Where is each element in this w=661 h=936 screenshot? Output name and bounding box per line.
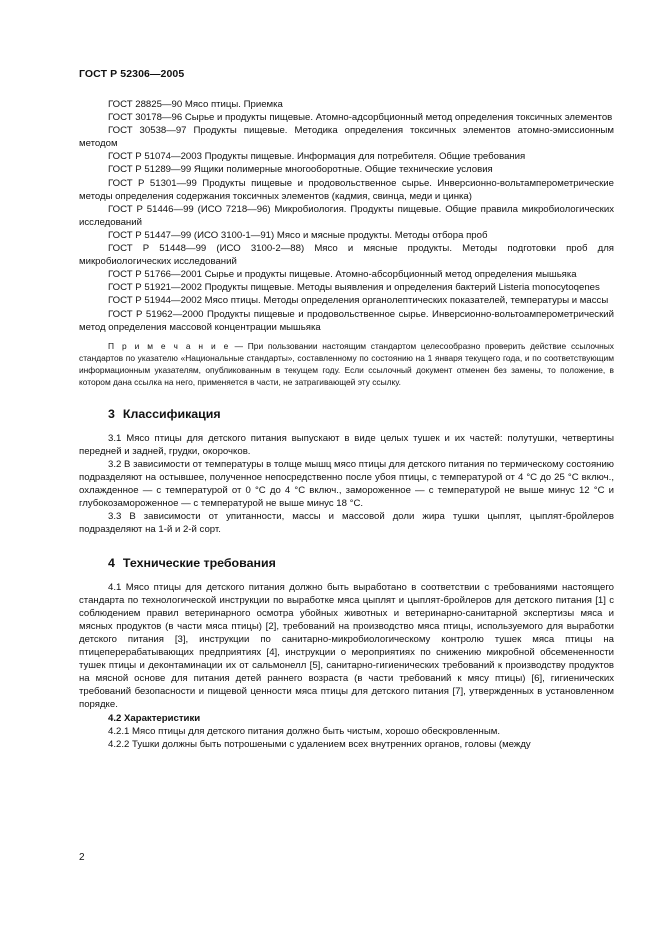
section-4-title: Технические требования	[122, 555, 276, 570]
reference-item: ГОСТ 30538—97 Продукты пищевые. Методика определения токсичных элементов атомно-эмиссионным методом	[79, 125, 614, 150]
standard-header: ГОСТ Р 52306—2005	[79, 68, 185, 80]
page-number: 2	[79, 852, 85, 863]
reference-item: ГОСТ Р 51921—2002 Продукты пищевые. Методы выявления и определения бактерий Listeria monocytoqenes	[108, 282, 600, 294]
paragraph-3-3: 3.3 В зависимости от упитанности, массы и массовой доли жира тушки цыплят, цыплят-бройлеров подразделяют на 1-й и 2-й сорт.	[79, 511, 614, 536]
paragraph-4-2-1: 4.2.1 Мясо птицы для детского питания должно быть чистым, хорошо обескровленным.	[108, 725, 501, 737]
reference-item: ГОСТ Р 51301—99 Продукты пищевые и продовольственное сырье. Инверсионно-вольтамперометрические методы определения содержания токсичных элементов (кадмия, свинца, меди и цинка)	[79, 177, 614, 202]
reference-item: ГОСТ Р 51447—99 (ИСО 3100-1—91) Мясо и мясные продукты. Методы отбора проб	[108, 229, 488, 241]
page-body	[79, 98, 614, 751]
paragraph-3-2: 3.2 В зависимости от температуры в толще мышц мясо птицы для детского питания по термическому состоянию подразделяют на остывшее, полученное непосредственно после убоя птицы, с температурой от 4 °С до 25 °С включ., охлажденное — с температурой от 0 °С до 4 °С включ., замороженное — с температурой не выше минус 12 °С и глубокозамороженное — с температурой не выше минус 18 °С.	[79, 458, 614, 510]
reference-list	[79, 98, 614, 334]
section-3-number: 3	[108, 406, 115, 421]
reference-item: ГОСТ Р 51944—2002 Мясо птицы. Методы определения органолептических показателей, температуры и массы	[108, 295, 609, 307]
paragraph-4-2-2: 4.2.2 Тушки должны быть потрошеными с удалением всех внутренних органов, головы (между	[108, 738, 531, 750]
reference-item: ГОСТ Р 51448—99 (ИСО 3100-2—88) Мясо и мясные продукты. Методы подготовки проб для микробиологических исследований	[79, 243, 614, 268]
paragraph-4-1: 4.1 Мясо птицы для детского питания должно быть выработано в соответствии с требованиями настоящего стандарта по технологической инструкции по выработке мяса цыплят и цыплят-бройлеров для детского питания [1] с соблюдением правил ветеринарного осмотра убойных животных и ветеринарно-санитарной экспертизы мяса и мясных продуктов (в части мяса птицы) [2], требований на производство мяса птицы, используемого для выработки детского питания [3], инструкции по санитарно-микробиологическому контролю тушек мяса птицы на птицеперерабатывающих предприятиях [4], инструкции о мероприятиях по снижению микробной обсемененности тушек птицы и деконтаминации их от сальмонелл [5], санитарно-гигиенических требований к производству продуктов на мясной основе для питания детей раннего возраста (в части требований к мясу птицы) [6], гигиенических требований безопасности и пищевой ценности мяса птицы для детского питания [7], утвержденных в установленном порядке.	[79, 581, 614, 711]
reference-item: ГОСТ Р 51289—99 Ящики полимерные многооборотные. Общие технические условия	[108, 164, 493, 176]
section-3-title: Классификация	[122, 406, 221, 421]
note-text: — При пользовании настоящим стандартом целесообразно проверить действие ссылочных стандартов по указателю «Национальные стандарты», составленному по состоянию на 1 января текущего года, и по соответствующим информационным указателям, опубликованным в текущем году. Если ссылочный документ отменен без замены, то положение, в котором дана ссылка на него, применяется в части, не затрагивающей эту ссылку.	[79, 340, 614, 387]
reference-note	[79, 340, 614, 388]
note-label: П р и м е ч а н и е	[108, 340, 230, 351]
section-4-heading	[108, 557, 614, 570]
section-3-heading	[108, 408, 614, 421]
reference-item: ГОСТ Р 51766—2001 Сырье и продукты пищевые. Атомно-абсорбционный метод определения мышьяка	[108, 269, 577, 281]
reference-item: ГОСТ 28825—90 Мясо птицы. Приемка	[108, 99, 283, 110]
subsection-4-2-heading: 4.2 Характеристики	[108, 712, 201, 724]
reference-item: ГОСТ Р 51074—2003 Продукты пищевые. Информация для потребителя. Общие требования	[108, 151, 526, 163]
reference-item: ГОСТ Р 51962—2000 Продукты пищевые и продовольственное сырье. Инверсионно-вольтоамперометрический метод определения массовой концентрации мышьяка	[79, 308, 614, 333]
reference-item: ГОСТ Р 51446—99 (ИСО 7218—96) Микробиология. Продукты пищевые. Общие правила микробиологических исследований	[79, 203, 614, 228]
section-4-number: 4	[108, 555, 115, 570]
paragraph-3-1: 3.1 Мясо птицы для детского питания выпускают в виде целых тушек и их частей: полутушки, четвертины передней и задней, грудки, окорочков.	[79, 432, 614, 457]
reference-item: ГОСТ 30178—96 Сырье и продукты пищевые. Атомно-адсорбционный метод определения токсичных элементов	[108, 112, 613, 124]
